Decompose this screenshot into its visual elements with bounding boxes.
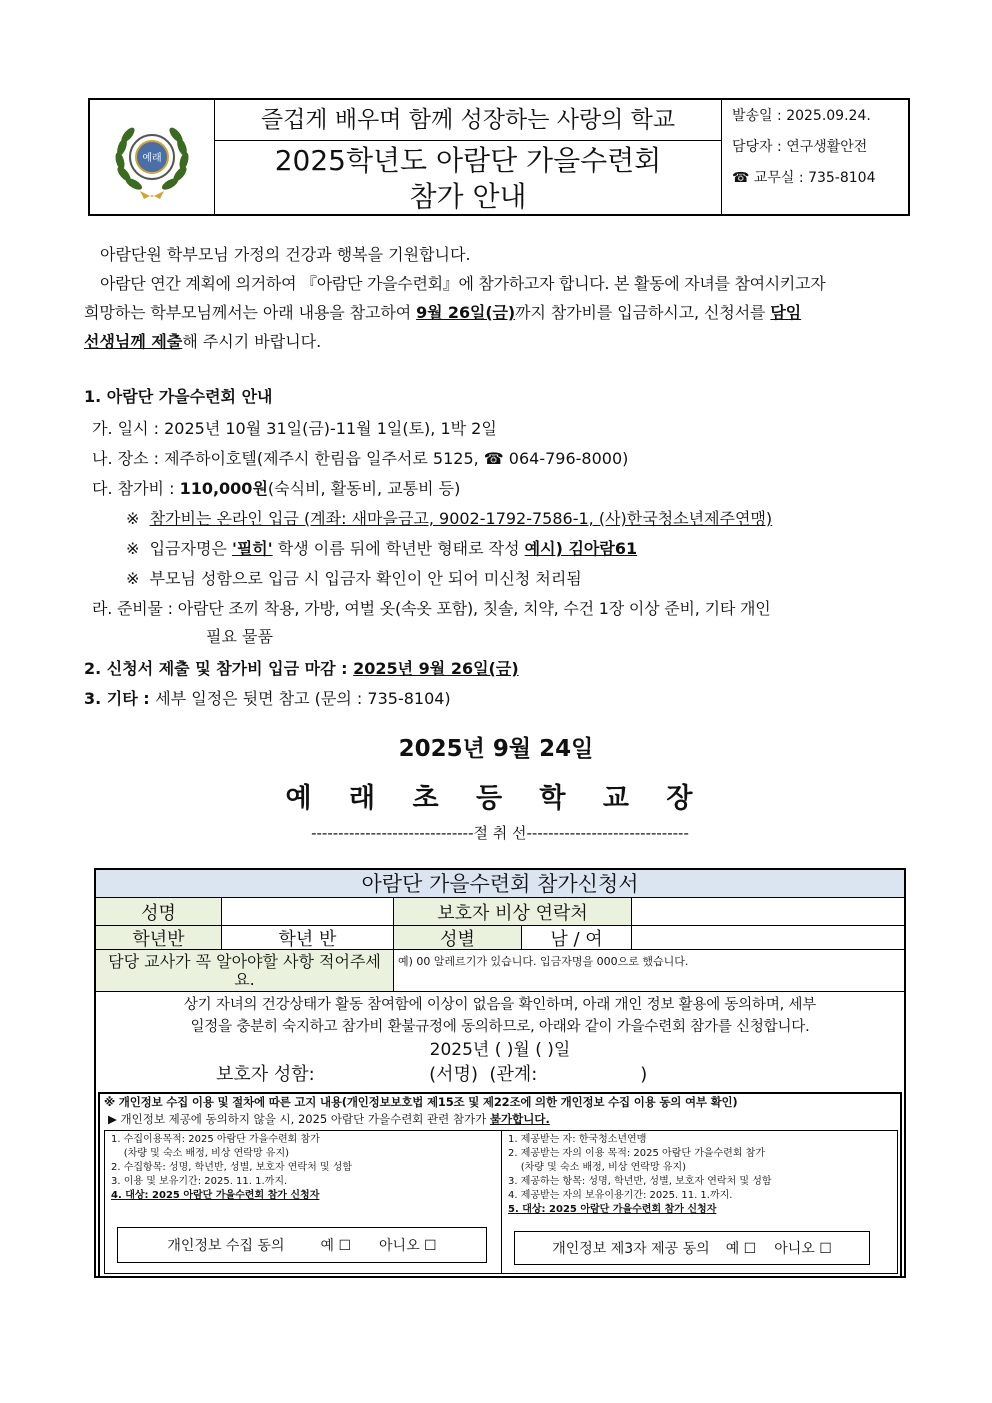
school-slogan: 즐겁게 배우며 함께 성장하는 사랑의 학교 [215,100,721,141]
guardian-contact-label: 보호자 비상 연락처 [394,898,632,925]
section-2-title: 2. 신청서 제출 및 참가비 입금 마감 : [84,659,354,678]
form-row-grade [96,926,904,950]
name-field[interactable] [222,898,394,925]
consent-line-2: 일정을 충분히 숙지하고 참가비 환불규정에 동의하므로, 아래와 같이 가을수련회 참가를 신청합니다. [190,1019,810,1035]
guardian-contact-field[interactable] [632,898,904,925]
consent-line-1: 상기 자녀의 건강상태가 활동 참여함에 이상이 없음을 확인하며, 아래 개인 정보 활용에 동의하며, 세부 [183,997,817,1013]
note-must: '필히' [231,539,273,558]
issue-date: 2025년 9월 24일 [398,736,594,762]
empty-cell [632,926,904,949]
document-title [215,141,721,215]
office-phone: ☎ 교무실 : 735-8104 [732,170,876,186]
intro-deadline: 9월 26일(금) [416,303,516,322]
note-parent-name-warning [126,566,582,589]
section-3-title: 3. 기타 : [84,689,156,708]
collect-item: (차량 및 숙소 배정, 비상 연락망 유지) [111,1148,290,1159]
intro-submit-teacher: 선생님께 제출 [84,332,183,351]
intro-line-4 [84,327,924,356]
manager: 담당자 : 연구생활안전 [732,139,868,155]
third-party-item: 2. 제공받는 자의 이용 목적: 2025 아람단 가을수련회 참가 [508,1148,765,1159]
section-3 [84,686,451,709]
header-meta [722,100,908,214]
grade-label: 학년반 [96,926,222,949]
warning-text: ▶ 개인정보 제공에 동의하지 않을 시, 2025 아람단 가을수련회 관련 참가가 [108,1112,490,1126]
svg-text:예래: 예래 [142,153,162,164]
section-3-text: 세부 일정은 뒷면 참고 (문의 : 735-8104) [155,689,451,708]
collect-item: 2. 수집항목: 성명, 학년반, 성별, 보호자 연락처 및 성함 [111,1162,353,1173]
send-date: 발송일 : 2025.09.24. [732,108,871,124]
item-schedule: 가. 일시 : 2025년 10월 31일(금)-11월 1일(토), 1박 2일 [92,419,497,438]
warning-not-allowed: 불가합니다. [489,1112,550,1126]
intro-text: 희망하는 학부모님께서는 아래 내용을 참고하여 [84,303,417,322]
collect-no-checkbox[interactable]: 아니오 ☐ [379,1238,437,1254]
third-party-item: 4. 제공받는 자의 보유이용기간: 2025. 11. 1.까지. [508,1190,733,1201]
form-row-name [96,898,904,926]
collect-yes-checkbox[interactable]: 예 ☐ [320,1238,352,1254]
consent-statement [96,994,904,1090]
third-party-consent-label: 개인정보 제3자 제공 동의 [552,1241,710,1257]
header-box [88,98,910,216]
collect-consent-box [117,1227,487,1263]
gender-label: 성별 [394,926,522,949]
third-party-yes-checkbox[interactable]: 예 ☐ [725,1241,757,1257]
fee-amount: 110,000원 [179,479,268,498]
third-party-item: (차량 및 숙소 배정, 비상 연락망 유지) [508,1162,687,1173]
section-1-title: 1. 아람단 가을수련회 안내 [84,387,273,406]
intro-homeroom: 담임 [770,303,802,322]
fee-detail: (숙식비, 활동비, 교통비 등) [267,479,461,498]
section-2-deadline: 2025년 9월 26일(금) [353,659,519,678]
section-2 [84,656,519,679]
privacy-columns [104,1130,898,1274]
title-line-1: 2025학년도 아람단 가을수련회 [274,144,662,177]
intro-text: 해 주시기 바랍니다. [182,332,322,351]
privacy-title: ※ 개인정보 수집 이용 및 절차에 따른 고지 내용(개인정보보호법 제15조 및 제22조에 의한 개인정보 수집 이용 동의 여부 확인) [104,1095,738,1109]
third-party-consent-box [514,1231,870,1265]
third-party-no-checkbox[interactable]: 아니오 ☐ [774,1241,832,1257]
intro-paragraph [84,240,924,356]
item-supplies-cont: 필요 물품 [206,627,273,646]
application-form [94,868,906,1278]
name-label: 성명 [96,898,222,925]
teacher-note-field[interactable]: 예) 00 알레르기가 있습니다. 입금자명을 000으로 했습니다. [398,955,689,968]
intro-line-2: 아람단 연간 계획에 의거하여 『아람단 가을수련회』에 참가하고자 합니다. 본 활동에 자녀를 참여시키고자 [100,274,826,293]
fee-label: 다. 참가비 : [92,479,180,498]
collect-item-target: 4. 대상: 2025 아람단 가을수련회 참가 신청자 [111,1190,320,1201]
third-party-item-target: 5. 대상: 2025 아람단 가을수련회 참가 신청자 [508,1204,717,1215]
note-text: 학생 이름 뒤에 학년반 형태로 작성 [272,539,525,558]
note-mark: ※ [126,509,140,528]
consent-date[interactable]: 2025년 ( )월 ( )일 [429,1040,571,1060]
note-text: 부모님 성함으로 입금 시 입금자 확인이 안 되어 미신청 처리됨 [149,569,582,588]
item-fee [92,476,460,499]
school-logo [90,100,215,214]
third-party-item: 3. 제공하는 항목: 성명, 학년반, 성별, 보호자 연락처 및 성함 [508,1176,772,1187]
third-party-item: 1. 제공받는 자: 한국청소년연맹 [508,1134,647,1145]
intro-line-3 [84,298,924,327]
wreath-emblem-icon [106,111,198,203]
note-mark: ※ [126,539,140,558]
note-example: 예시) 김아람61 [524,539,638,558]
note-online-payment [126,506,772,529]
item-supplies: 라. 준비물 : 아람단 조끼 착용, 가방, 여벌 옷(속옷 포함), 칫솔, 치약, 수건 1장 이상 준비, 기타 개인 [92,599,771,618]
intro-line-1: 아람단원 학부모님 가정의 건강과 행복을 기원합니다. [100,245,471,264]
form-row-teacher-note [96,950,904,992]
note-text: 입금자명은 [149,539,232,558]
form-title: 아람단 가을수련회 참가신청서 [96,870,904,898]
gender-field[interactable]: 남 / 여 [522,926,632,949]
privacy-third-party-column [502,1131,898,1273]
title-column [215,100,722,214]
collect-item: 1. 수집이용목적: 2025 아람단 가을수련회 참가 [111,1134,320,1145]
grade-field[interactable]: 학년 반 [222,926,394,949]
collect-consent-label: 개인정보 수집 동의 [167,1238,285,1254]
guardian-signature[interactable]: 보호자 성함: (서명) (관계: ) [216,1064,648,1085]
privacy-notice [98,1092,902,1278]
item-location: 나. 장소 : 제주하이호텔(제주시 한림읍 일주서로 5125, ☎ 064-796-8000) [92,449,629,468]
teacher-note-label: 담당 교사가 꼭 알아야할 사항 적어주세요. [96,950,394,991]
intro-text: 까지 참가비를 입금하시고, 신청서를 [515,303,771,322]
collect-item: 3. 이용 및 보유기간: 2025. 11. 1.까지. [111,1176,288,1187]
note-depositor-name [126,536,637,559]
privacy-collect-column [105,1131,502,1273]
principal-signature: 예 래 초 등 학 교 장 [285,783,707,814]
note-text: 참가비는 온라인 입금 (계좌: 새마을금고, 9002-1792-7586-1, (사)한국청소년제주연맹) [149,509,773,528]
cut-line: ------------------------------절 취 선------------------------------ [311,824,689,842]
note-mark: ※ [126,569,140,588]
privacy-warning [108,1111,550,1127]
title-line-2: 참가 안내 [409,180,527,213]
